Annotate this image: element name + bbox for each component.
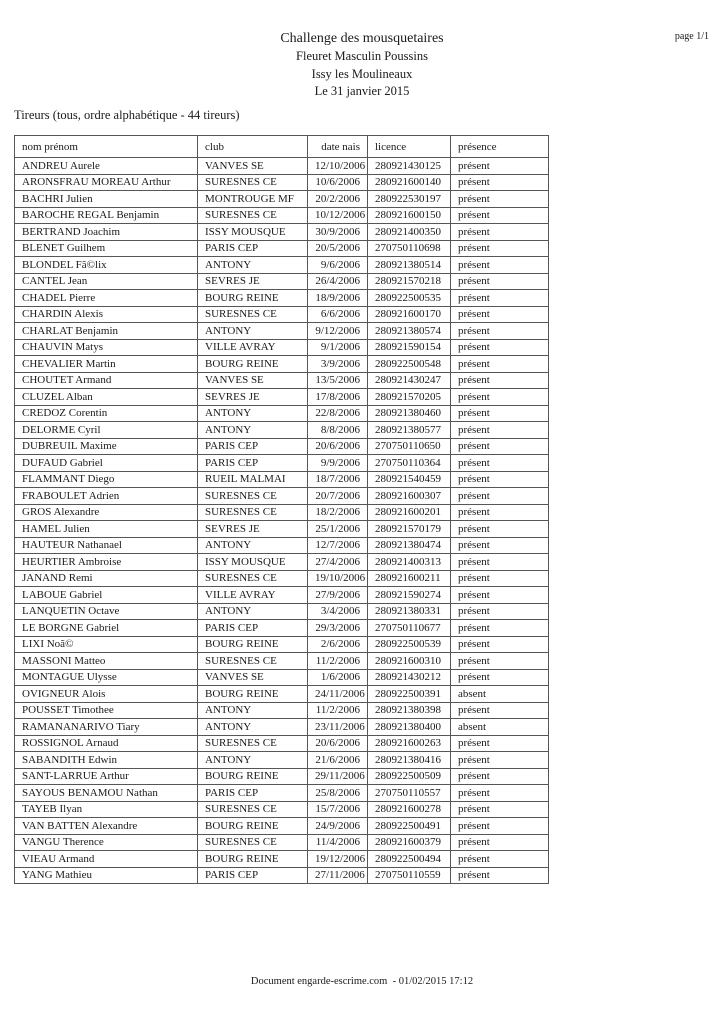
club-cell: ANTONY xyxy=(198,752,308,769)
page-number: page 1/1 xyxy=(674,31,709,42)
column-header-name: nom prénom xyxy=(15,136,198,158)
table-header-row xyxy=(15,136,549,158)
table-row xyxy=(15,191,549,208)
licence-cell: 280921430125 xyxy=(368,158,451,175)
club-cell: BOURG REINE xyxy=(198,768,308,785)
licence-cell: 280922530197 xyxy=(368,191,451,208)
birth-date-cell: 2/6/2006 xyxy=(308,636,368,653)
licence-cell: 280922500391 xyxy=(368,686,451,703)
fencer-name-cell: VANGU Therence xyxy=(15,834,198,851)
birth-date-cell: 11/2/2006 xyxy=(308,653,368,670)
birth-date-cell: 6/6/2006 xyxy=(308,306,368,323)
licence-cell: 280921600278 xyxy=(368,801,451,818)
fencer-name-cell: CANTEL Jean xyxy=(15,273,198,290)
table-row xyxy=(15,504,549,521)
licence-cell: 280921600379 xyxy=(368,834,451,851)
presence-cell: présent xyxy=(451,768,549,785)
subtitle-weapon-category: Fleuret Masculin Poussins xyxy=(296,49,428,63)
presence-cell: présent xyxy=(451,290,549,307)
club-cell: ANTONY xyxy=(198,603,308,620)
club-cell: BOURG REINE xyxy=(198,356,308,373)
fencers-table xyxy=(14,135,549,884)
birth-date-cell: 18/7/2006 xyxy=(308,471,368,488)
table-row xyxy=(15,488,549,505)
licence-cell: 280922500535 xyxy=(368,290,451,307)
fencer-name-cell: OVIGNEUR Alois xyxy=(15,686,198,703)
fencer-name-cell: CHARLAT Benjamin xyxy=(15,323,198,340)
club-cell: SEVRES JE xyxy=(198,273,308,290)
club-cell: VANVES SE xyxy=(198,158,308,175)
club-cell: ISSY MOUSQUE xyxy=(198,554,308,571)
club-cell: ANTONY xyxy=(198,702,308,719)
licence-cell: 280921380514 xyxy=(368,257,451,274)
birth-date-cell: 26/4/2006 xyxy=(308,273,368,290)
birth-date-cell: 21/6/2006 xyxy=(308,752,368,769)
club-cell: PARIS CEP xyxy=(198,867,308,884)
fencer-name-cell: RAMANANARIVO Tiary xyxy=(15,719,198,736)
fencer-name-cell: FRABOULET Adrien xyxy=(15,488,198,505)
licence-cell: 270750110557 xyxy=(368,785,451,802)
table-row xyxy=(15,570,549,587)
fencer-name-cell: HAMEL Julien xyxy=(15,521,198,538)
club-cell: ANTONY xyxy=(198,257,308,274)
presence-cell: présent xyxy=(451,240,549,257)
table-row xyxy=(15,224,549,241)
club-cell: PARIS CEP xyxy=(198,455,308,472)
fencer-name-cell: BACHRI Julien xyxy=(15,191,198,208)
fencer-name-cell: FLAMMANT Diego xyxy=(15,471,198,488)
birth-date-cell: 24/9/2006 xyxy=(308,818,368,835)
club-cell: BOURG REINE xyxy=(198,851,308,868)
fencer-name-cell: SABANDITH Edwin xyxy=(15,752,198,769)
birth-date-cell: 20/6/2006 xyxy=(308,735,368,752)
birth-date-cell: 9/1/2006 xyxy=(308,339,368,356)
club-cell: PARIS CEP xyxy=(198,240,308,257)
licence-cell: 280921590154 xyxy=(368,339,451,356)
fencer-name-cell: LANQUETIN Octave xyxy=(15,603,198,620)
licence-cell: 280921380574 xyxy=(368,323,451,340)
presence-cell: présent xyxy=(451,405,549,422)
club-cell: VANVES SE xyxy=(198,669,308,686)
fencer-name-cell: YANG Mathieu xyxy=(15,867,198,884)
club-cell: SURESNES CE xyxy=(198,801,308,818)
birth-date-cell: 8/8/2006 xyxy=(308,422,368,439)
club-cell: SURESNES CE xyxy=(198,488,308,505)
licence-cell: 280921600140 xyxy=(368,174,451,191)
club-cell: MONTROUGE MF xyxy=(198,191,308,208)
fencer-name-cell: GROS Alexandre xyxy=(15,504,198,521)
presence-cell: présent xyxy=(451,653,549,670)
licence-cell: 280921400313 xyxy=(368,554,451,571)
birth-date-cell: 20/7/2006 xyxy=(308,488,368,505)
fencer-name-cell: CHARDIN Alexis xyxy=(15,306,198,323)
club-cell: SEVRES JE xyxy=(198,389,308,406)
fencer-name-cell: SANT-LARRUE Arthur xyxy=(15,768,198,785)
licence-cell: 280921590274 xyxy=(368,587,451,604)
club-cell: PARIS CEP xyxy=(198,785,308,802)
presence-cell: présent xyxy=(451,422,549,439)
fencer-name-cell: CHADEL Pierre xyxy=(15,290,198,307)
presence-cell: présent xyxy=(451,455,549,472)
fencer-name-cell: LABOUE Gabriel xyxy=(15,587,198,604)
fencer-name-cell: BAROCHE REGAL Benjamin xyxy=(15,207,198,224)
licence-cell: 280921540459 xyxy=(368,471,451,488)
presence-cell: présent xyxy=(451,537,549,554)
section-heading: Tireurs (tous, ordre alphabétique - 44 tireurs) xyxy=(14,108,240,122)
presence-cell: présent xyxy=(451,834,549,851)
table-row xyxy=(15,801,549,818)
document-footer: Document engarde-escrime.com - 01/02/2015 17:12 xyxy=(250,976,474,987)
presence-cell: présent xyxy=(451,224,549,241)
subtitle-location: Issy les Moulineaux xyxy=(311,66,413,81)
club-cell: BOURG REINE xyxy=(198,636,308,653)
licence-cell: 280921600310 xyxy=(368,653,451,670)
fencer-name-cell: CHAUVIN Matys xyxy=(15,339,198,356)
licence-cell: 280921600150 xyxy=(368,207,451,224)
presence-cell: présent xyxy=(451,735,549,752)
fencer-name-cell: BLONDEL Fã©lix xyxy=(15,257,198,274)
table-row xyxy=(15,867,549,884)
club-cell: SURESNES CE xyxy=(198,570,308,587)
table-row xyxy=(15,306,549,323)
licence-cell: 280921380400 xyxy=(368,719,451,736)
club-cell: ISSY MOUSQUE xyxy=(198,224,308,241)
presence-cell: présent xyxy=(451,702,549,719)
presence-cell: présent xyxy=(451,207,549,224)
table-row xyxy=(15,785,549,802)
licence-cell: 270750110650 xyxy=(368,438,451,455)
page-title: Challenge des mousquetaires xyxy=(280,31,444,46)
presence-cell: présent xyxy=(451,620,549,637)
roster-table-body xyxy=(15,158,549,884)
presence-cell: présent xyxy=(451,752,549,769)
birth-date-cell: 9/12/2006 xyxy=(308,323,368,340)
document-header xyxy=(0,29,724,101)
table-row xyxy=(15,768,549,785)
fencer-name-cell: LE BORGNE Gabriel xyxy=(15,620,198,637)
table-row xyxy=(15,422,549,439)
table-row xyxy=(15,834,549,851)
birth-date-cell: 11/4/2006 xyxy=(308,834,368,851)
birth-date-cell: 9/6/2006 xyxy=(308,257,368,274)
club-cell: ANTONY xyxy=(198,719,308,736)
table-row xyxy=(15,339,549,356)
table-row xyxy=(15,537,549,554)
club-cell: SURESNES CE xyxy=(198,207,308,224)
table-row xyxy=(15,735,549,752)
fencer-name-cell: VIEAU Armand xyxy=(15,851,198,868)
birth-date-cell: 18/2/2006 xyxy=(308,504,368,521)
birth-date-cell: 27/11/2006 xyxy=(308,867,368,884)
fencer-name-cell: SAYOUS BENAMOU Nathan xyxy=(15,785,198,802)
presence-cell: présent xyxy=(451,356,549,373)
fencer-name-cell: DUFAUD Gabriel xyxy=(15,455,198,472)
table-row xyxy=(15,603,549,620)
presence-cell: présent xyxy=(451,438,549,455)
licence-cell: 280921380416 xyxy=(368,752,451,769)
table-row xyxy=(15,702,549,719)
birth-date-cell: 19/12/2006 xyxy=(308,851,368,868)
presence-cell: présent xyxy=(451,570,549,587)
table-row xyxy=(15,240,549,257)
table-row xyxy=(15,158,549,175)
birth-date-cell: 13/5/2006 xyxy=(308,372,368,389)
presence-cell: présent xyxy=(451,488,549,505)
birth-date-cell: 27/9/2006 xyxy=(308,587,368,604)
birth-date-cell: 23/11/2006 xyxy=(308,719,368,736)
birth-date-cell: 12/7/2006 xyxy=(308,537,368,554)
club-cell: BOURG REINE xyxy=(198,686,308,703)
club-cell: ANTONY xyxy=(198,405,308,422)
birth-date-cell: 9/9/2006 xyxy=(308,455,368,472)
presence-cell: présent xyxy=(451,587,549,604)
column-header-presence: présence xyxy=(451,136,549,158)
fencer-name-cell: ARONSFRAU MOREAU Arthur xyxy=(15,174,198,191)
birth-date-cell: 27/4/2006 xyxy=(308,554,368,571)
table-row xyxy=(15,587,549,604)
club-cell: VANVES SE xyxy=(198,372,308,389)
table-row xyxy=(15,471,549,488)
table-row xyxy=(15,818,549,835)
birth-date-cell: 25/1/2006 xyxy=(308,521,368,538)
licence-cell: 270750110364 xyxy=(368,455,451,472)
table-row xyxy=(15,372,549,389)
birth-date-cell: 20/5/2006 xyxy=(308,240,368,257)
presence-cell: présent xyxy=(451,521,549,538)
licence-cell: 280921600307 xyxy=(368,488,451,505)
table-row xyxy=(15,389,549,406)
club-cell: PARIS CEP xyxy=(198,620,308,637)
club-cell: RUEIL MALMAI xyxy=(198,471,308,488)
fencer-name-cell: CHOUTET Armand xyxy=(15,372,198,389)
birth-date-cell: 10/6/2006 xyxy=(308,174,368,191)
presence-cell: présent xyxy=(451,818,549,835)
licence-cell: 280921430212 xyxy=(368,669,451,686)
presence-cell: présent xyxy=(451,785,549,802)
licence-cell: 280921600170 xyxy=(368,306,451,323)
club-cell: VILLE AVRAY xyxy=(198,587,308,604)
presence-cell: présent xyxy=(451,257,549,274)
birth-date-cell: 11/2/2006 xyxy=(308,702,368,719)
birth-date-cell: 12/10/2006 xyxy=(308,158,368,175)
presence-cell: présent xyxy=(451,191,549,208)
presence-cell: absent xyxy=(451,719,549,736)
licence-cell: 280921600263 xyxy=(368,735,451,752)
table-row xyxy=(15,669,549,686)
presence-cell: absent xyxy=(451,686,549,703)
table-row xyxy=(15,207,549,224)
licence-cell: 280921380460 xyxy=(368,405,451,422)
fencer-name-cell: MONTAGUE Ulysse xyxy=(15,669,198,686)
club-cell: SURESNES CE xyxy=(198,174,308,191)
fencer-name-cell: CREDOZ Corentin xyxy=(15,405,198,422)
column-header-licence: licence xyxy=(368,136,451,158)
table-row xyxy=(15,752,549,769)
birth-date-cell: 29/3/2006 xyxy=(308,620,368,637)
presence-cell: présent xyxy=(451,372,549,389)
club-cell: SURESNES CE xyxy=(198,653,308,670)
presence-cell: présent xyxy=(451,636,549,653)
club-cell: ANTONY xyxy=(198,537,308,554)
fencer-name-cell: VAN BATTEN Alexandre xyxy=(15,818,198,835)
presence-cell: présent xyxy=(451,554,549,571)
licence-cell: 280921380331 xyxy=(368,603,451,620)
licence-cell: 270750110559 xyxy=(368,867,451,884)
club-cell: PARIS CEP xyxy=(198,438,308,455)
fencer-name-cell: CHEVALIER Martin xyxy=(15,356,198,373)
fencer-name-cell: ROSSIGNOL Arnaud xyxy=(15,735,198,752)
fencer-name-cell: CLUZEL Alban xyxy=(15,389,198,406)
table-row xyxy=(15,653,549,670)
presence-cell: présent xyxy=(451,669,549,686)
birth-date-cell: 19/10/2006 xyxy=(308,570,368,587)
fencer-name-cell: BERTRAND Joachim xyxy=(15,224,198,241)
club-cell: ANTONY xyxy=(198,422,308,439)
fencer-name-cell: JANAND Remi xyxy=(15,570,198,587)
licence-cell: 280921600201 xyxy=(368,504,451,521)
licence-cell: 280921570218 xyxy=(368,273,451,290)
table-row xyxy=(15,290,549,307)
licence-cell: 280922500491 xyxy=(368,818,451,835)
presence-cell: présent xyxy=(451,867,549,884)
table-row xyxy=(15,521,549,538)
fencer-name-cell: MASSONI Matteo xyxy=(15,653,198,670)
licence-cell: 280921600211 xyxy=(368,570,451,587)
licence-cell: 280921430247 xyxy=(368,372,451,389)
birth-date-cell: 20/6/2006 xyxy=(308,438,368,455)
club-cell: VILLE AVRAY xyxy=(198,339,308,356)
table-row xyxy=(15,438,549,455)
fencer-name-cell: BLENET Guilhem xyxy=(15,240,198,257)
table-row xyxy=(15,851,549,868)
birth-date-cell: 29/11/2006 xyxy=(308,768,368,785)
licence-cell: 280921570205 xyxy=(368,389,451,406)
club-cell: BOURG REINE xyxy=(198,290,308,307)
table-row xyxy=(15,554,549,571)
licence-cell: 270750110698 xyxy=(368,240,451,257)
birth-date-cell: 20/2/2006 xyxy=(308,191,368,208)
birth-date-cell: 3/4/2006 xyxy=(308,603,368,620)
presence-cell: présent xyxy=(451,323,549,340)
club-cell: SURESNES CE xyxy=(198,504,308,521)
birth-date-cell: 1/6/2006 xyxy=(308,669,368,686)
table-row xyxy=(15,686,549,703)
presence-cell: présent xyxy=(451,471,549,488)
table-row xyxy=(15,273,549,290)
fencer-name-cell: DELORME Cyril xyxy=(15,422,198,439)
birth-date-cell: 24/11/2006 xyxy=(308,686,368,703)
club-cell: SURESNES CE xyxy=(198,306,308,323)
birth-date-cell: 25/8/2006 xyxy=(308,785,368,802)
presence-cell: présent xyxy=(451,851,549,868)
table-row xyxy=(15,455,549,472)
presence-cell: présent xyxy=(451,273,549,290)
table-row xyxy=(15,620,549,637)
club-cell: SEVRES JE xyxy=(198,521,308,538)
licence-cell: 280921380577 xyxy=(368,422,451,439)
birth-date-cell: 17/8/2006 xyxy=(308,389,368,406)
fencer-name-cell: LIXI Noã© xyxy=(15,636,198,653)
fencer-name-cell: DUBREUIL Maxime xyxy=(15,438,198,455)
licence-cell: 280922500548 xyxy=(368,356,451,373)
licence-cell: 280921570179 xyxy=(368,521,451,538)
licence-cell: 270750110677 xyxy=(368,620,451,637)
subtitle-date: Le 31 janvier 2015 xyxy=(314,84,410,98)
birth-date-cell: 18/9/2006 xyxy=(308,290,368,307)
birth-date-cell: 3/9/2006 xyxy=(308,356,368,373)
fencer-name-cell: HEURTIER Ambroise xyxy=(15,554,198,571)
table-row xyxy=(15,323,549,340)
club-cell: SURESNES CE xyxy=(198,834,308,851)
presence-cell: présent xyxy=(451,801,549,818)
column-header-birthdate: date nais xyxy=(308,136,368,158)
fencer-name-cell: HAUTEUR Nathanael xyxy=(15,537,198,554)
birth-date-cell: 10/12/2006 xyxy=(308,207,368,224)
table-row xyxy=(15,174,549,191)
presence-cell: présent xyxy=(451,389,549,406)
table-row xyxy=(15,719,549,736)
licence-cell: 280922500539 xyxy=(368,636,451,653)
presence-cell: présent xyxy=(451,603,549,620)
table-row xyxy=(15,257,549,274)
club-cell: SURESNES CE xyxy=(198,735,308,752)
fencer-name-cell: POUSSET Timothee xyxy=(15,702,198,719)
presence-cell: présent xyxy=(451,174,549,191)
presence-cell: présent xyxy=(451,339,549,356)
birth-date-cell: 15/7/2006 xyxy=(308,801,368,818)
column-header-club: club xyxy=(198,136,308,158)
birth-date-cell: 30/9/2006 xyxy=(308,224,368,241)
table-row xyxy=(15,636,549,653)
birth-date-cell: 22/8/2006 xyxy=(308,405,368,422)
table-row xyxy=(15,356,549,373)
club-cell: BOURG REINE xyxy=(198,818,308,835)
licence-cell: 280922500494 xyxy=(368,851,451,868)
licence-cell: 280921380474 xyxy=(368,537,451,554)
licence-cell: 280921400350 xyxy=(368,224,451,241)
presence-cell: présent xyxy=(451,306,549,323)
fencer-name-cell: TAYEB Ilyan xyxy=(15,801,198,818)
licence-cell: 280921380398 xyxy=(368,702,451,719)
table-row xyxy=(15,405,549,422)
fencer-name-cell: ANDREU Aurele xyxy=(15,158,198,175)
presence-cell: présent xyxy=(451,504,549,521)
presence-cell: présent xyxy=(451,158,549,175)
club-cell: ANTONY xyxy=(198,323,308,340)
licence-cell: 280922500509 xyxy=(368,768,451,785)
